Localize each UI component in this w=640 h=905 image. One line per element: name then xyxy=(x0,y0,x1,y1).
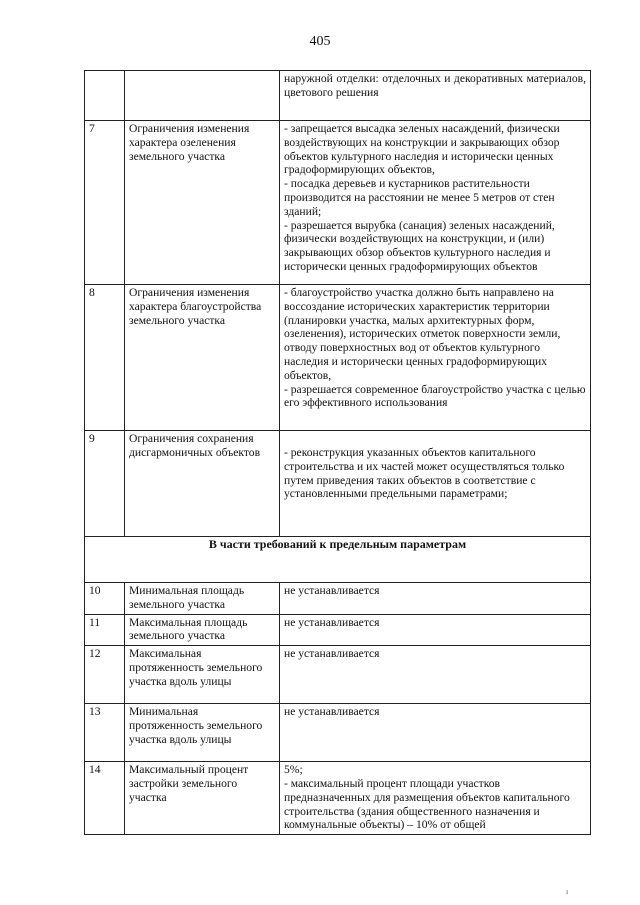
table-row xyxy=(85,285,591,431)
table-row xyxy=(85,614,591,646)
row-name: Максимальная площадь земельного участка xyxy=(125,614,280,646)
row-text: не устанавливается xyxy=(280,704,591,762)
table-row xyxy=(85,121,591,285)
row-name: Ограничения изменения характера озеленения земельного участка xyxy=(125,121,280,285)
row-name: Минимальная протяженность земельного участка вдоль улицы xyxy=(125,704,280,762)
table-row xyxy=(85,762,591,835)
row-number: 8 xyxy=(85,285,125,431)
section-header xyxy=(85,537,591,583)
row-number: 11 xyxy=(85,614,125,646)
row-text: - благоустройство участка должно быть направлено на воссоздание исторических характеристик территории (планировки участка, малых архитектурных форм, озеленения), исторических отметок поверхности земли, отводу поверхностных вод от объектов культурного наследия и исторически ценных градоформирующих объектов, - разрешается современное благоустройство участка с целью его эффективного использования xyxy=(280,285,591,431)
corner-mark: ı xyxy=(566,887,569,896)
page-number: 405 xyxy=(309,34,331,49)
table-row xyxy=(85,583,591,615)
row-text: не устанавливается xyxy=(280,614,591,646)
row-name: Ограничения изменения характера благоустройства земельного участка xyxy=(125,285,280,431)
row-text xyxy=(280,431,591,537)
row-name xyxy=(125,71,280,121)
table-row xyxy=(85,704,591,762)
row-name: Максимальная протяженность земельного участка вдоль улицы xyxy=(125,646,280,704)
row-name: Максимальный процент застройки земельного участка xyxy=(125,762,280,835)
table-row xyxy=(85,71,591,121)
row-text: 5%; - максимальный процент площади участков предназначенных для размещения объектов капитального строительства (здания общественного назначения и коммунальные объекты) – 10% от общей xyxy=(280,762,591,835)
row-name: Ограничения сохранения дисгармоничных объектов xyxy=(125,431,280,537)
table-row xyxy=(85,646,591,704)
row-text-body: - реконструкция указанных объектов капитального строительства и их частей может осуществляться только путем приведения таких объектов в соответствие с установленными предельными параметрами; xyxy=(284,446,565,501)
row-text: не устанавливается xyxy=(280,646,591,704)
row-number: 9 xyxy=(85,431,125,537)
row-number: 10 xyxy=(85,583,125,615)
row-name: Минимальная площадь земельного участка xyxy=(125,583,280,615)
row-number: 7 xyxy=(85,121,125,285)
table-row xyxy=(85,431,591,537)
row-text: наружной отделки: отделочных и декоративных материалов, цветового решения xyxy=(280,71,591,121)
row-text: - запрещается высадка зеленых насаждений, физически воздействующих на конструкции и закрывающих обзор объектов культурного наследия и исторически ценных градоформирующих объектов, - посадка деревьев и кустарников растительности производится на расстоянии не менее 5 метров от стен зданий; - разрешается вырубка (санация) зеленых насаждений, физически воздействующих на конструкции, и (или) закрывающих обзор объектов культурного наследия и исторически ценных градоформирующих объектов xyxy=(280,121,591,285)
requirements-table xyxy=(84,70,591,835)
row-number: 14 xyxy=(85,762,125,835)
row-number: 12 xyxy=(85,646,125,704)
row-number xyxy=(85,71,125,121)
section-title: В части требований к предельным параметрам xyxy=(85,537,591,583)
row-text: не устанавливается xyxy=(280,583,591,615)
row-number: 13 xyxy=(85,704,125,762)
